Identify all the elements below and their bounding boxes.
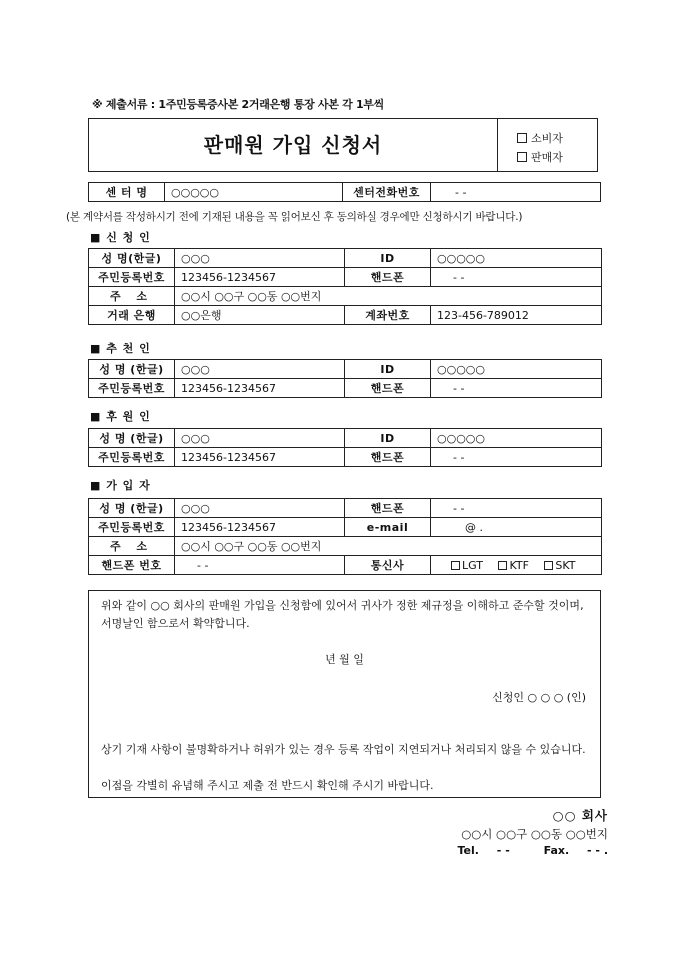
applicant-name-label: 성 명(한글)	[89, 249, 175, 268]
applicant-address-value[interactable]: ○○시 ○○구 ○○동 ○○번지	[175, 287, 602, 306]
agreement-signer[interactable]: 신청인 ○ ○ ○ (인)	[492, 691, 586, 704]
carrier-lgt-label: LGT	[462, 558, 483, 572]
option-consumer[interactable]	[517, 130, 563, 146]
recommender-heading: ■ 추 천 인	[90, 342, 151, 355]
recommender-mobile-value[interactable]: - -	[431, 379, 602, 398]
checkbox-skt[interactable]	[544, 561, 553, 570]
option-consumer-label: 소비자	[531, 132, 563, 145]
joiner-table	[88, 498, 602, 575]
joiner-address-value[interactable]: ○○시 ○○구 ○○동 ○○번지	[175, 537, 602, 556]
applicant-bank-value[interactable]: ○○은행	[175, 306, 345, 325]
recommender-mobile-label: 핸드폰	[345, 379, 431, 398]
applicant-account-value[interactable]: 123-456-789012	[431, 306, 602, 325]
center-table	[88, 182, 601, 202]
recommender-rrn-value[interactable]: 123456-1234567	[175, 379, 345, 398]
sponsor-mobile-value[interactable]: - -	[431, 448, 602, 467]
recommender-name-label: 성 명 (한글)	[89, 360, 175, 379]
applicant-table	[88, 248, 602, 325]
option-seller[interactable]	[517, 149, 563, 165]
notice: (본 계약서를 작성하시기 전에 기재된 내용을 꼭 읽어보신 후 동의하실 경우에만 신청하시기 바랍니다.)	[66, 211, 523, 223]
sponsor-table	[88, 428, 602, 467]
checkbox-consumer[interactable]	[517, 133, 527, 143]
joiner-mobile-value[interactable]: - -	[431, 499, 602, 518]
company-address: ○○시 ○○구 ○○동 ○○번지	[461, 827, 608, 841]
joiner-mobile-no-value[interactable]: - -	[175, 556, 345, 575]
applicant-heading: ■ 신 청 인	[90, 231, 151, 244]
company-name: ○○ 회사	[552, 808, 608, 823]
joiner-address-label: 주 소	[89, 537, 175, 556]
applicant-rrn-value[interactable]: 123456-1234567	[175, 268, 345, 287]
center-name-value[interactable]: ○○○○○	[165, 183, 343, 202]
joiner-name-label: 성 명 (한글)	[89, 499, 175, 518]
joiner-rrn-value[interactable]: 123456-1234567	[175, 518, 345, 537]
checkbox-seller[interactable]	[517, 152, 527, 162]
title-box	[88, 118, 598, 172]
sponsor-heading: ■ 후 원 인	[90, 410, 151, 423]
sponsor-name-label: 성 명 (한글)	[89, 429, 175, 448]
center-phone-label: 센터전화번호	[343, 183, 431, 202]
center-name-label: 센 터 명	[89, 183, 165, 202]
company-contact	[458, 844, 609, 857]
applicant-address-label: 주 소	[89, 287, 175, 306]
sponsor-mobile-label: 핸드폰	[345, 448, 431, 467]
recommender-id-label: ID	[345, 360, 431, 379]
checkbox-lgt[interactable]	[451, 561, 460, 570]
recommender-name-value[interactable]: ○○○	[175, 360, 345, 379]
fax-value: - - .	[587, 844, 608, 857]
joiner-mobile-label: 핸드폰	[345, 499, 431, 518]
sponsor-rrn-value[interactable]: 123456-1234567	[175, 448, 345, 467]
sponsor-id-label: ID	[345, 429, 431, 448]
recommender-rrn-label: 주민등록번호	[89, 379, 175, 398]
applicant-account-label: 계좌번호	[345, 306, 431, 325]
agreement-box	[88, 590, 601, 798]
joiner-mobile-no-label: 핸드폰 번호	[89, 556, 175, 575]
carrier-skt-label: SKT	[555, 558, 576, 572]
fax-label: Fax.	[543, 844, 570, 857]
joiner-carrier-label: 통신사	[345, 556, 431, 575]
joiner-email-label: e-mail	[345, 518, 431, 537]
tel-label: Tel.	[457, 844, 479, 857]
applicant-name-value[interactable]: ○○○	[175, 249, 345, 268]
joiner-name-value[interactable]: ○○○	[175, 499, 345, 518]
agreement-warning: 상기 기재 사항이 불명확하거나 허위가 있는 경우 등록 작업이 지연되거나 처리되지 않을 수 있습니다.	[101, 743, 586, 756]
tel-value: - -	[496, 844, 510, 857]
applicant-bank-label: 거래 은행	[89, 306, 175, 325]
sponsor-rrn-label: 주민등록번호	[89, 448, 175, 467]
checkbox-ktf[interactable]	[498, 561, 507, 570]
carrier-option-ktf[interactable]	[498, 559, 528, 572]
carrier-ktf-label: KTF	[509, 558, 529, 572]
recommender-table	[88, 359, 602, 398]
carrier-option-skt[interactable]	[544, 559, 575, 572]
sponsor-name-value[interactable]: ○○○	[175, 429, 345, 448]
agreement-paragraph: 위와 같이 ○○ 회사의 판매원 가입을 신청함에 있어서 귀사가 정한 제규정을 이해하고 준수할 것이며, 서명날인 함으로서 확약합니다.	[101, 599, 584, 630]
applicant-id-label: ID	[345, 249, 431, 268]
page-title: 판매원 가입 신청서	[203, 133, 383, 157]
applicant-mobile-value[interactable]: - -	[431, 268, 602, 287]
joiner-heading: ■ 가 입 자	[90, 479, 151, 492]
submission-note: ※ 제출서류 : 1주민등록증사본 2거래은행 통장 사본 각 1부씩	[92, 98, 384, 111]
applicant-mobile-label: 핸드폰	[345, 268, 431, 287]
applicant-rrn-label: 주민등록번호	[89, 268, 175, 287]
center-phone-value[interactable]: - -	[431, 183, 601, 202]
sponsor-id-value[interactable]: ○○○○○	[431, 429, 602, 448]
applicant-id-value[interactable]: ○○○○○	[431, 249, 602, 268]
agreement-request: 이점을 각별히 유념해 주시고 제출 전 반드시 확인해 주시기 바랍니다.	[101, 779, 434, 792]
carrier-option-lgt[interactable]	[451, 559, 483, 572]
recommender-id-value[interactable]: ○○○○○	[431, 360, 602, 379]
joiner-rrn-label: 주민등록번호	[89, 518, 175, 537]
agreement-date[interactable]: 년 월 일	[325, 653, 364, 666]
option-seller-label: 판매자	[531, 151, 563, 164]
joiner-email-value[interactable]: @ .	[431, 518, 602, 537]
title-divider	[497, 119, 498, 171]
joiner-carrier-options	[431, 556, 602, 575]
